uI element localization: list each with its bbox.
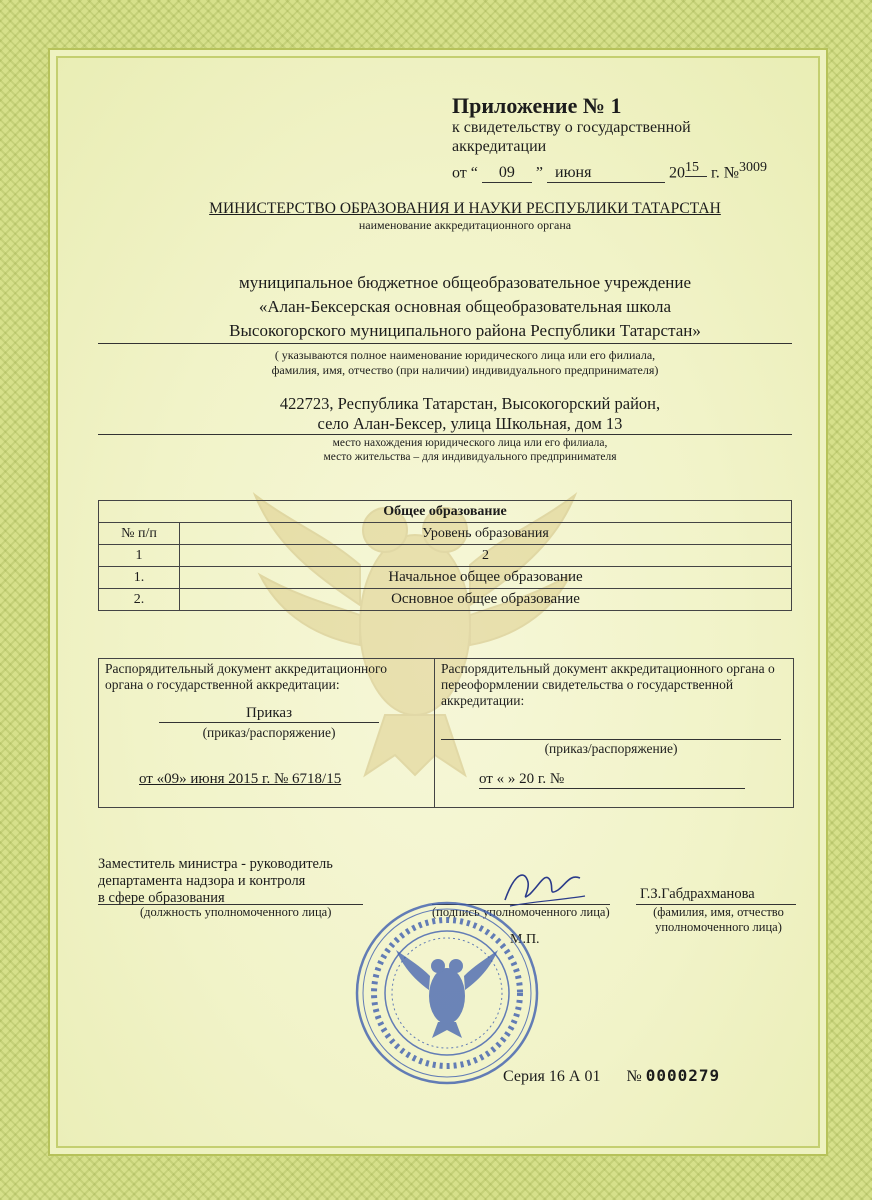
organization-line-2: «Алан-Бексерская основная общеобразовательная школа (258, 297, 672, 316)
address-caption (140, 436, 800, 464)
position-caption: (должность уполномоченного лица) (140, 905, 332, 919)
series-block (503, 1066, 720, 1086)
left-doc-heading: Распорядительный документ аккредитационного органа о государственной аккредитации: (105, 661, 387, 692)
address-underline (98, 434, 792, 435)
authority-name: МИНИСТЕРСТВО ОБРАЗОВАНИЯ И НАУКИ РЕСПУБЛИКИ ТАТАРСТАН (209, 200, 721, 217)
organization-underline (98, 343, 792, 344)
col-number-index: 1 (99, 545, 180, 567)
table-row (99, 589, 792, 611)
left-doc-caption: (приказ/распоряжение) (202, 725, 336, 740)
col-level-index: 2 (180, 545, 792, 567)
signature-caption: (подпись уполномоченного лица) (432, 905, 610, 919)
col-number-header: № п/п (99, 523, 180, 545)
row-level: Начальное общее образование (180, 567, 792, 589)
table-index-row (99, 545, 792, 567)
box-divider (434, 659, 435, 807)
seal-label: М.П. (510, 932, 540, 947)
address-line-1: 422723, Республика Татарстан, Высокогорский район, (279, 394, 661, 413)
appendix-date-line (452, 160, 767, 183)
series-label: Серия 16 А 01 (503, 1068, 601, 1085)
cert-number: 3009 (739, 160, 768, 175)
right-doc-date-line: от « » 20 г. № (479, 771, 745, 789)
right-doc-caption: (приказ/распоряжение) (544, 741, 678, 756)
name-caption-line-1: (фамилия, имя, отчество (653, 905, 784, 919)
name-caption-line-2: уполномоченного лица) (655, 920, 782, 934)
table-title: Общее образование (99, 501, 792, 523)
date-sep: ” (535, 164, 543, 182)
position-line-2: департамента надзора и контроля (98, 873, 306, 889)
date-year-prefix: 20 (669, 164, 685, 182)
left-doc-date-line: от «09» июня 2015 г. № 6718/15 (139, 771, 342, 787)
table-header-row (99, 523, 792, 545)
position-line-3: в сфере образования (98, 890, 225, 906)
appendix-subtitle: к свидетельству о государственной аккредитации (452, 119, 691, 155)
appendix-title: Приложение № 1 (452, 93, 622, 118)
address-block (140, 394, 800, 434)
authority-block (120, 200, 810, 233)
date-no-label: г. № (711, 164, 740, 182)
table-row (99, 567, 792, 589)
position-line-1: Заместитель министра - руководитель (98, 856, 333, 872)
organization-caption-line-2: фамилия, имя, отчество (при наличии) индивидуального предпринимателя) (271, 363, 659, 377)
address-caption-line-1: место нахождения юридического лица или его филиала, (332, 437, 608, 449)
education-table (98, 500, 792, 611)
right-doc-heading: Распорядительный документ аккредитационного органа о переоформлении свидетельства о государственной аккредитации: (441, 661, 775, 708)
series-number: 0000279 (645, 1066, 721, 1085)
date-year-suffix: 15 (685, 160, 707, 177)
table-title-row (99, 501, 792, 523)
authority-caption: наименование аккредитационного органа (358, 218, 572, 232)
organization-line-3: Высокогорского муниципального района Республики Татарстан» (229, 321, 701, 340)
accreditation-documents-box (98, 658, 794, 808)
organization-block (140, 271, 790, 343)
signatory-position (98, 856, 368, 907)
col-level-header: Уровень образования (180, 523, 792, 545)
date-prefix: от “ (452, 164, 478, 182)
series-number-label: № (626, 1068, 642, 1085)
address-caption-line-2: место жительства – для индивидуального предпринимателя (323, 451, 617, 463)
signatory-name: Г.З.Габдрахманова (640, 886, 755, 902)
row-level: Основное общее образование (180, 589, 792, 611)
name-caption (636, 905, 801, 935)
organization-caption-line-1: ( указываются полное наименование юридического лица или его филиала, (274, 348, 656, 362)
date-month: июня (547, 164, 665, 183)
organization-line-1: муниципальное бюджетное общеобразовательное учреждение (238, 273, 692, 292)
official-seal-stamp (352, 898, 542, 1088)
left-doc-type: Приказ (159, 705, 379, 723)
date-day: 09 (482, 164, 532, 183)
right-doc-blank-line (441, 739, 781, 740)
organization-caption (140, 348, 790, 378)
row-number: 2. (99, 589, 180, 611)
row-number: 1. (99, 567, 180, 589)
address-line-2: село Алан-Бексер, улица Школьная, дом 13 (317, 414, 623, 433)
